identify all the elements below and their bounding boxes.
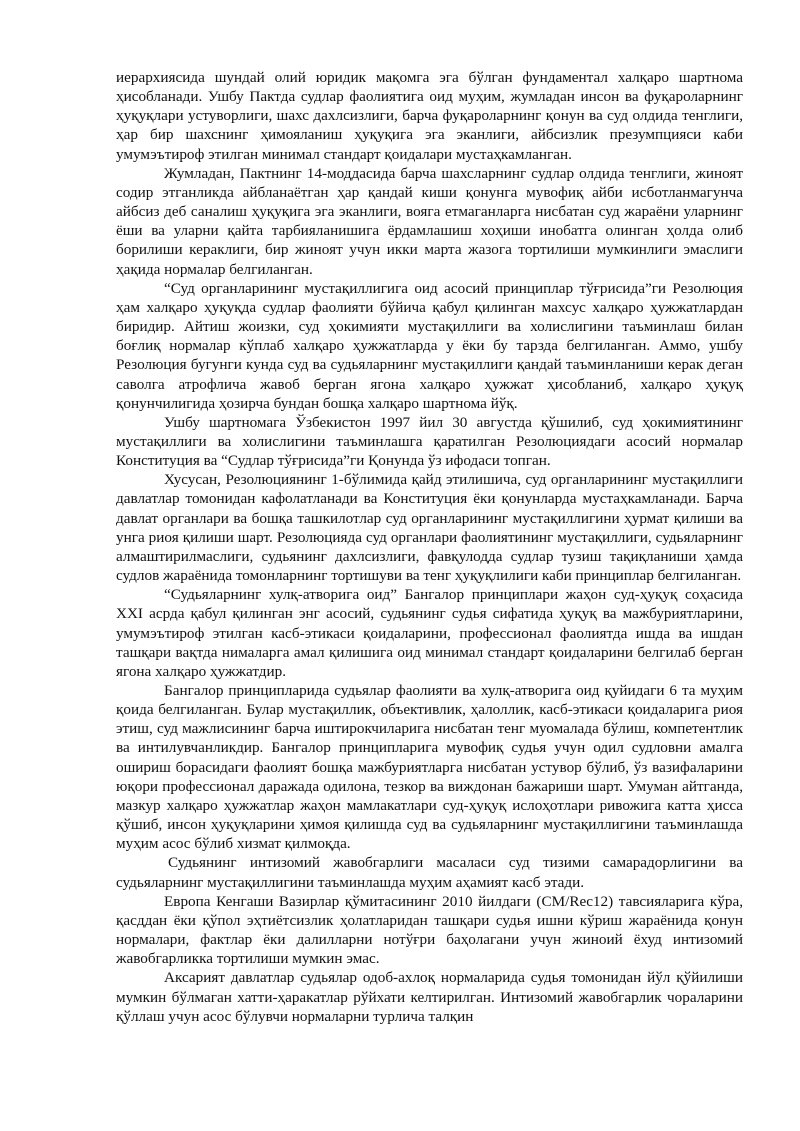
paragraph-6: “Судьяларнинг хулқ-атворига оид” Бангалор принциплари жаҳон суд-ҳуқуқ соҳасида XXI асрда қабул қилинган энг асосий, судьянинг судья сифатида ҳуқуқ ва мажбуриятларини, умумэътироф этилган касб-этикаси қоидаларини, профессионал фаолиятда ишда ва ишдан ташқари вақтда нималарга амал қилишига оид минимал стандарт қоидаларини белгилаб берган ягона халқаро ҳужжатдир.: [116, 586, 743, 680]
paragraph-9: Европа Кенгаши Вазирлар қўмитасининг 2010 йилдаги (CM/Rec12) тавсияларига кўра, қасддан ёки қўпол эҳтиётсизлик ҳолатларидан ташқари судья ишни кўриш жараёнида қонун нормалари, фактлар ёки далилларни нотўғри баҳолагани учун жиноий ёхуд интизомий жавобгарликка тортилиши мумкин эмас.: [116, 892, 743, 968]
paragraph-2: Жумладан, Пактнинг 14-моддасида барча шахсларнинг судлар олдида тенглиги, жиноят содир этганликда айбланаётган ҳар қандай киши қонунга мувофиқ айби исботланмагунча айбсиз деб саналиш ҳуқуқига эга эканлиги, вояга етмаганларга нисбатан суд жараёни уларнинг ёши ва уларни қайта тарбияланишига ёрдамлашиш хоҳиши инобатга олинган ҳолда олиб борилиши кераклиги, бир жиноят учун икки марта жазога тортилиши мумкинлиги эмаслиги ҳақида нормалар белгиланган.: [116, 164, 743, 278]
paragraph-3: “Суд органларининг мустақиллигига оид асосий принциплар тўғрисида”ги Резолюция ҳам халқаро ҳуқуқда судлар фаолияти бўйича қабул қилинган махсус халқаро ҳужжатлардан биридир. Айтиш жоизки, суд ҳокимияти мустақиллиги ва холислигини таъминлаш билан боғлиқ нормалар кўплаб халқаро ҳужжатларда у ёки бу тарзда белгиланган. Аммо, ушбу Резолюция бугунги кунда суд ва судьяларнинг мустақиллиги қандай таъминланиши керак деган саволга атрофлича жавоб берган ягона халқаро ҳужжат ҳисобланиб, халқаро ҳуқуқ қонунчилигида ҳозирча бундан бошқа халқаро шартнома йўқ.: [116, 279, 743, 412]
paragraph-5: Хусусан, Резолюциянинг 1-бўлимида қайд этилишича, суд органларининг мустақиллиги давлатлар томонидан кафолатланади ва Конституция ёки қонунларда мустаҳкамланади. Барча давлат органлари ва бошқа ташкилотлар суд органларининг мустақиллигини ҳурмат қилиши ва унга риоя қилиши шарт. Резолюцияда суд органлари фаолиятининг мустақиллиги, судьяларнинг алмаштирилмаслиги, судьянинг дахлсизлиги, фавқулодда судлар тузиш тақиқланиши ҳамда судлов жараёнида томонларнинг тортишуви ва тенг ҳуқуқлилиги каби принциплар белгиланган.: [116, 471, 743, 585]
paragraph-10: Аксарият давлатлар судьялар одоб-ахлоқ нормаларида судья томонидан йўл қўйилиши мумкин бўлмаган хатти-ҳаракатлар рўйхати келтирилган. Интизомий жавобгарлик чораларини қўллаш учун асос бўлувчи нормаларни турлича талқин: [116, 969, 743, 1025]
paragraph-7: Бангалор принципларида судьялар фаолияти ва хулқ-атворига оид қуйидаги 6 та муҳим қоида белгиланган. Булар мустақиллик, объективлик, ҳалоллик, касб-этикаси қоидаларига риоя этиш, суд мажлисининг барча иштирокчиларига нисбатан тенг муомалада бўлиш, компетентлик ва интилувчанликдир. Бангалор принципларига мувофиқ судья учун одил судловни амалга ошириш борасидаги фаолият бошқа мажбуриятларга нисбатан устувор бўлиб, ўз вазифаларини юқори профессионал даражада одилона, тезкор ва виждонан бажариши шарт. Умуман айтганда, мазкур халқаро ҳужжатлар жаҳон мамлакатлари суд-ҳуқуқ ислоҳотлари ривожига катта ҳисса қўшиб, инсон ҳуқуқларини ҳимоя қилишда суд ва судьяларнинг мустақиллигини таъминлашда муҳим асос бўлиб хизмат қилмоқда.: [116, 682, 743, 853]
document-page: [116, 68, 743, 1026]
paragraph-1: иерархиясида шундай олий юридик мақомга эга бўлган фундаментал халқаро шартнома ҳисобланади. Ушбу Пактда судлар фаолиятига оид муҳим, жумладан инсон ва фуқароларнинг ҳуқуқлари устуворлиги, шахс дахлсизлиги, барча фуқароларнинг қонун ва суд олдида тенглиги, ҳар бир шахснинг ҳимояланиш ҳуқуқига эга эканлиги, айбсизлик презумпцияси каби умумэътироф этилган минимал стандарт қоидалари мустаҳкамланган.: [116, 69, 743, 163]
paragraph-8: Судьянинг интизомий жавобгарлиги масаласи суд тизими самарадорлигини ва судьяларнинг мустақиллигини таъминлашда муҳим аҳамият касб этади.: [116, 854, 743, 891]
paragraph-4: Ушбу шартномага Ўзбекистон 1997 йил 30 августда қўшилиб, суд ҳокимиятининг мустақиллиги ва холислигини таъминлашга қаратилган Резолюциядаги асосий нормалар Конституция ва “Судлар тўғрисида”ги Қонунда ўз ифодаси топган.: [116, 413, 743, 470]
